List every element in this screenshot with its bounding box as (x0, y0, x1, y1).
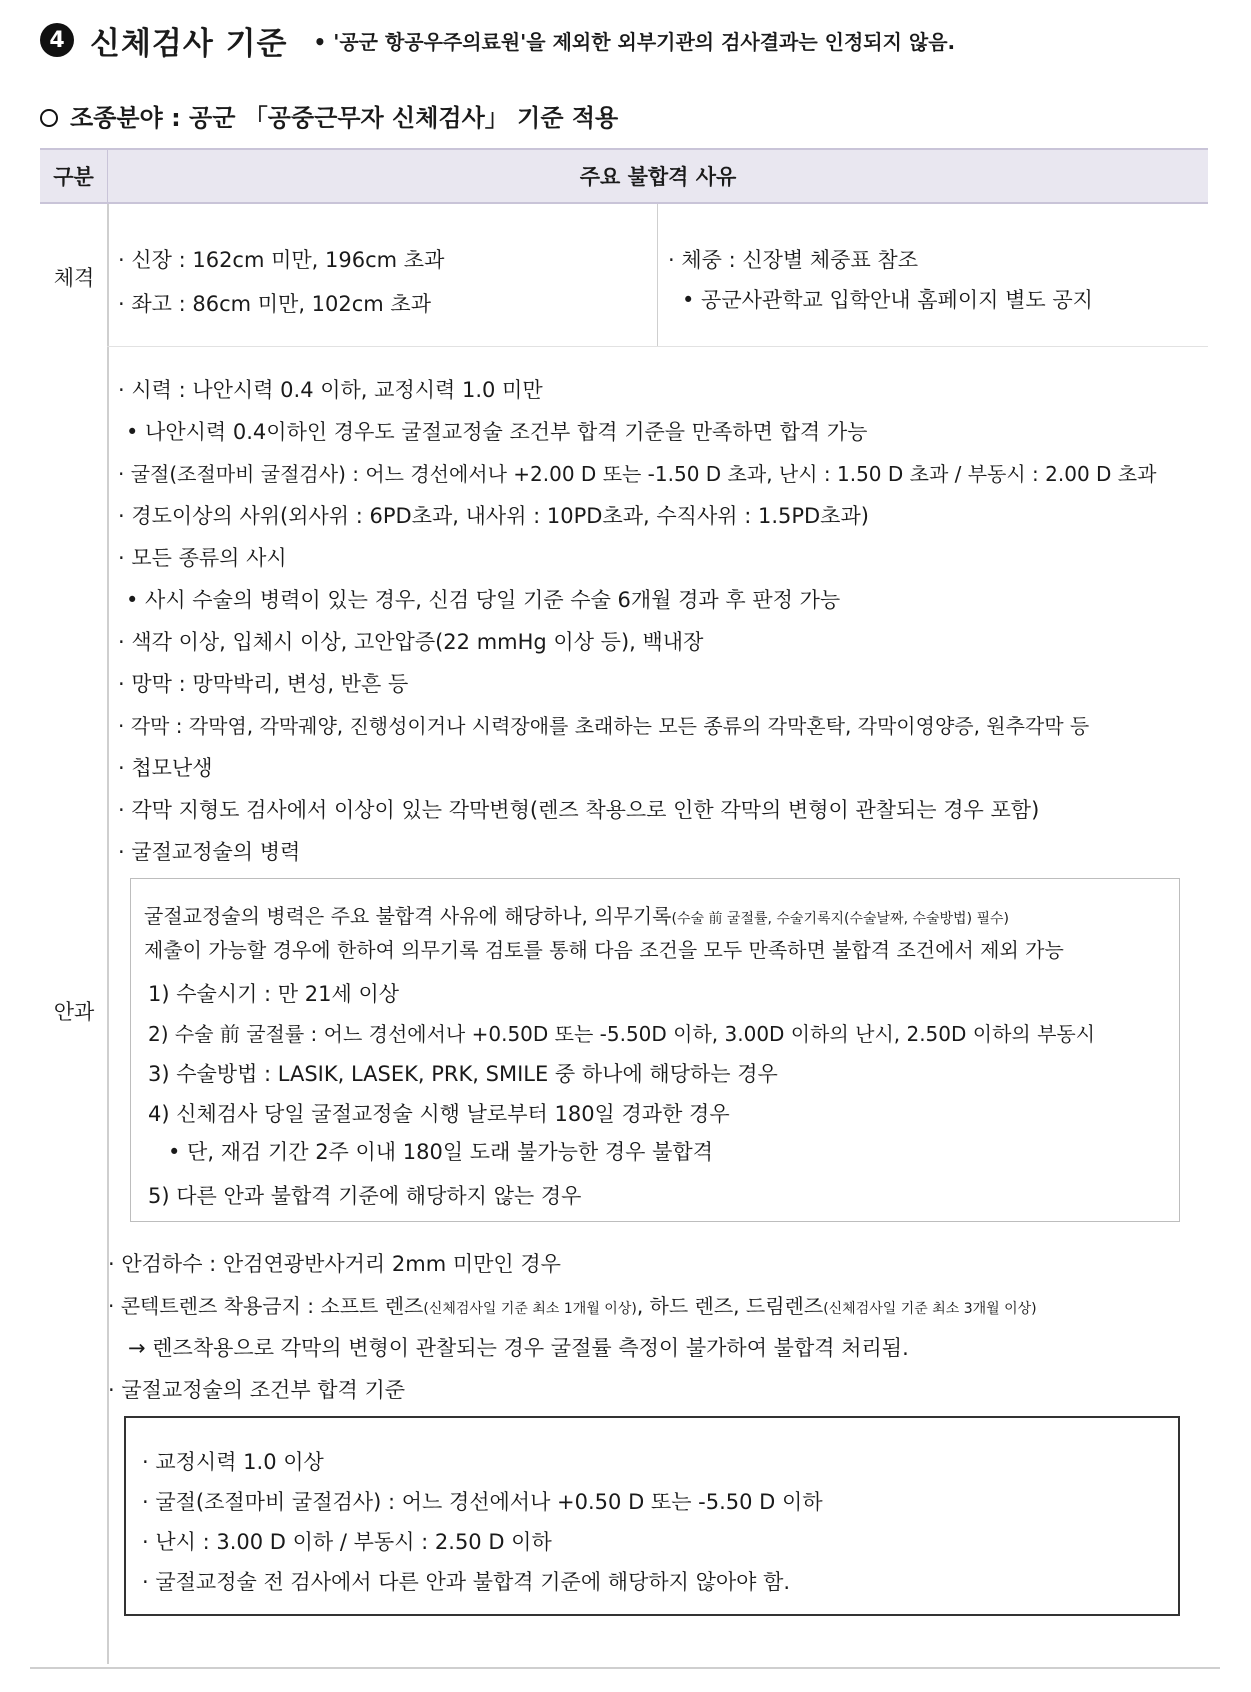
eye-line: · 첩모난생 (118, 756, 213, 780)
header-note: • '공군 항공우주의료원'을 제외한 외부기관의 검사결과는 인정되지 않음. (313, 29, 956, 54)
row-label-physique: 체격 (53, 266, 95, 290)
surgery-history-box (130, 878, 1180, 1222)
surgery-condition-item: 4) 신체검사 당일 굴절교정술 시행 날로부터 180일 경과한 경우 (148, 1102, 730, 1126)
eye-line: · 굴절교정술의 병력 (118, 840, 301, 864)
surgery-box-line1 (144, 900, 1009, 929)
eye-line: · 색각 이상, 입체시 이상, 고안압증(22 mmHg 이상 등), 백내장 (118, 630, 704, 654)
table-bottom-border (30, 1667, 1220, 1669)
surgery-condition-note: • 단, 재검 기간 2주 이내 180일 도래 불가능한 경우 불합격 (168, 1140, 713, 1164)
conditional-title: · 굴절교정술의 조건부 합격 기준 (108, 1378, 406, 1402)
conditional-item: · 교정시력 1.0 이상 (142, 1450, 324, 1474)
eye-line: · 각막 : 각막염, 각막궤양, 진행성이거나 시력장애를 초래하는 모든 종류의 각막혼탁, 각막이영양증, 원추각막 등 (118, 714, 1090, 738)
eye-line: · 굴절(조절마비 굴절검사) : 어느 경선에서나 +2.00 D 또는 -1.50 D 초과, 난시 : 1.50 D 초과 / 부동시 : 2.00 D 초과 (118, 462, 1157, 486)
eye-line: · 망막 : 망막박리, 변성, 반흔 등 (118, 672, 409, 696)
surgery-box-line1-main: 굴절교정술의 병력은 주요 불합격 사유에 해당하나, 의무기록 (144, 904, 672, 928)
eye-line: • 사시 수술의 병력이 있는 경우, 신검 당일 기준 수술 6개월 경과 후 판정 가능 (126, 588, 841, 612)
contact-lens-soft-note: (신체검사일 기준 최소 1개월 이상) (423, 1301, 637, 1317)
eye-line: · 시력 : 나안시력 0.4 이하, 교정시력 1.0 미만 (118, 378, 543, 402)
physique-height: · 신장 : 162cm 미만, 196cm 초과 (118, 248, 445, 272)
surgery-box-line2: 제출이 가능할 경우에 한하여 의무기록 검토를 통해 다음 조건을 모두 만족하면 불합격 조건에서 제외 가능 (144, 938, 1064, 962)
contact-lens-dream-note: (신체검사일 기준 최소 3개월 이상) (823, 1301, 1037, 1317)
conditional-item: · 굴절(조절마비 굴절검사) : 어느 경선에서나 +0.50 D 또는 -5.50 D 이하 (142, 1490, 823, 1514)
contact-lens-main: · 콘텍트렌즈 착용금지 : 소프트 렌즈 (108, 1294, 424, 1318)
table-header (40, 148, 1208, 204)
surgery-condition-item: 2) 수술 前 굴절률 : 어느 경선에서나 +0.50D 또는 -5.50D 이하, 3.00D 이하의 난시, 2.50D 이하의 부동시 (148, 1022, 1096, 1046)
column-divider (107, 204, 109, 1664)
physique-cell-divider (657, 204, 658, 346)
sub-title-text: 조종분야 : 공군 「공중근무자 신체검사」 기준 적용 (70, 104, 619, 132)
eye-line: · 각막 지형도 검사에서 이상이 있는 각막변형(렌즈 착용으로 인한 각막의 변형이 관찰되는 경우 포함) (118, 798, 1040, 822)
physique-weight-note: • 공군사관학교 입학안내 홈페이지 별도 공지 (682, 288, 1093, 312)
contact-lens-line (108, 1290, 1037, 1319)
physique-weight: · 체중 : 신장별 체중표 참조 (668, 248, 918, 272)
section-header (40, 14, 1230, 66)
physique-sitting-height: · 좌고 : 86cm 미만, 102cm 초과 (118, 292, 432, 316)
table-header-category: 구분 (40, 150, 108, 202)
contact-lens-hard: , 하드 렌즈, 드림렌즈 (636, 1294, 824, 1318)
conditional-item: · 난시 : 3.00 D 이하 / 부동시 : 2.50 D 이하 (142, 1530, 552, 1554)
surgery-condition-item: 5) 다른 안과 불합격 기준에 해당하지 않는 경우 (148, 1184, 582, 1208)
sub-title (40, 98, 618, 133)
eye-line: · 모든 종류의 사시 (118, 546, 287, 570)
row-separator (107, 346, 1208, 347)
row-label-eye: 안과 (53, 1000, 95, 1024)
table-header-reasons: 주요 불합격 사유 (579, 165, 737, 189)
eye-line: · 경도이상의 사위(외사위 : 6PD초과, 내사위 : 10PD초과, 수직사위 : 1.5PD초과) (118, 504, 869, 528)
eye-line: • 나안시력 0.4이하인 경우도 굴절교정술 조건부 합격 기준을 만족하면 합격 가능 (126, 420, 868, 444)
section-number-badge: 4 (40, 23, 74, 57)
eyelid-line: · 안검하수 : 안검연광반사거리 2mm 미만인 경우 (108, 1252, 561, 1276)
contact-lens-note: → 렌즈착용으로 각막의 변형이 관찰되는 경우 굴절률 측정이 불가하여 불합격 처리됨. (128, 1336, 909, 1360)
conditional-item: · 굴절교정술 전 검사에서 다른 안과 불합격 기준에 해당하지 않아야 함. (142, 1570, 791, 1594)
page-title: 신체검사 기준 (90, 25, 288, 62)
surgery-condition-item: 3) 수술방법 : LASIK, LASEK, PRK, SMILE 중 하나에 해당하는 경우 (148, 1062, 778, 1086)
surgery-box-line1-small: (수술 前 굴절률, 수술기록지(수술날짜, 수술방법) 필수) (671, 911, 1009, 927)
surgery-condition-item: 1) 수술시기 : 만 21세 이상 (148, 982, 400, 1006)
circle-bullet-icon (40, 109, 58, 127)
